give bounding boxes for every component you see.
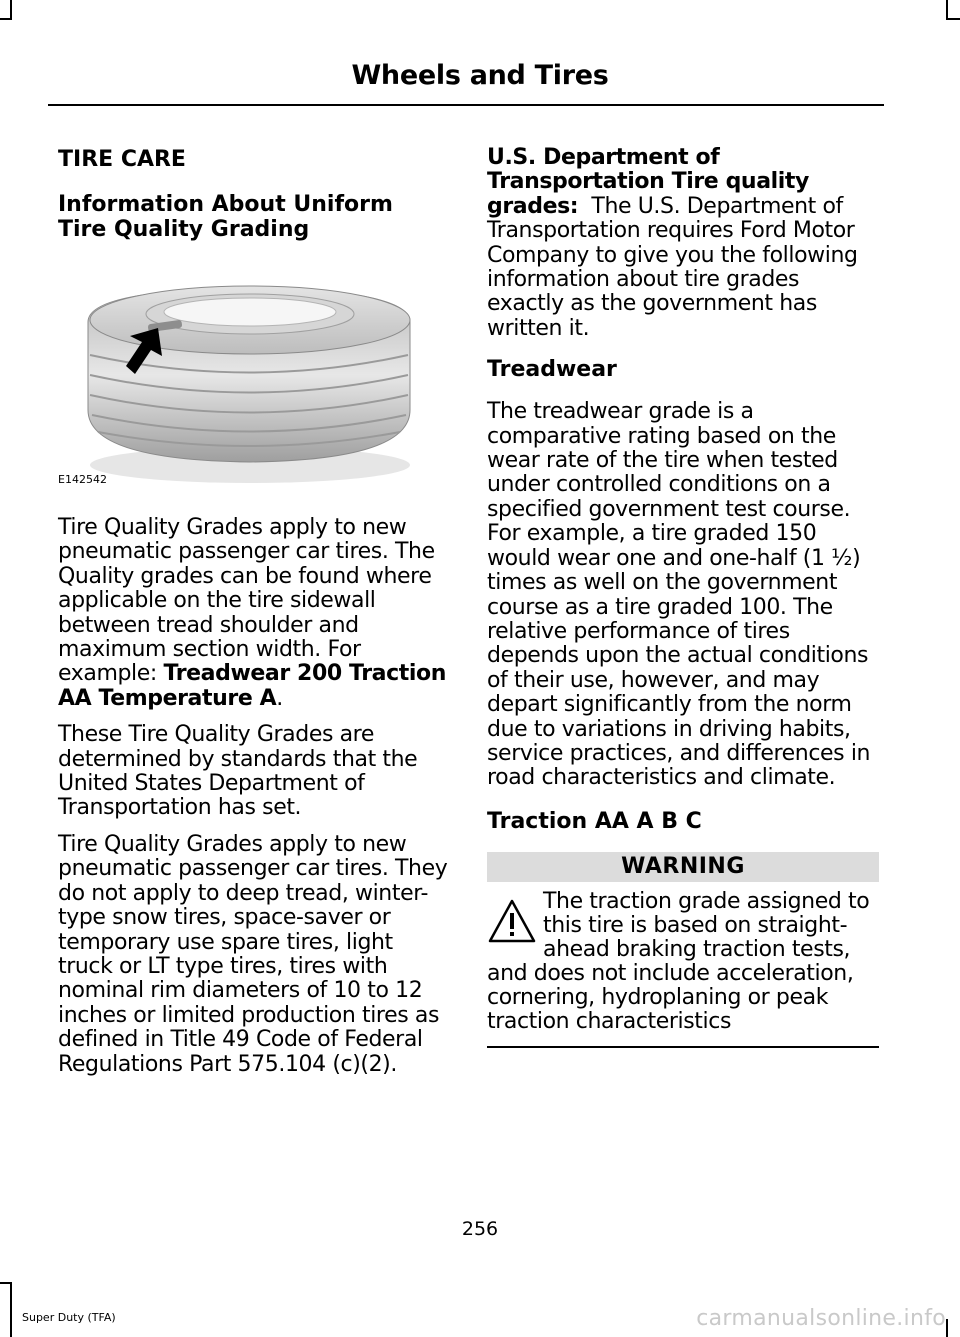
- dot-heading: U.S. Department of Transportation Tire quality grades:: [487, 145, 809, 219]
- paragraph-grades-intro-text: Tire Quality Grades apply to new pneumatic passenger car tires. The Quality grades can be found where applicable on the tire sidewall between tread shoulder and maximum section width. For example:: [58, 515, 435, 687]
- paragraph-standards: These Tire Quality Grades are determined by standards that the United States Department of Transportation has set.: [58, 722, 418, 821]
- warning-rule: [487, 1046, 879, 1048]
- page-header-title: Wheels and Tires: [351, 60, 609, 91]
- watermark: carmanualsonline.info: [696, 1306, 946, 1331]
- tire-illustration: [58, 260, 448, 500]
- header-rule: [48, 104, 884, 106]
- traction-heading: Traction AA A B C: [487, 808, 702, 834]
- paragraph-exclusions: Tire Quality Grades apply to new pneumatic passenger car tires. They do not apply to deep tread, winter-type snow tires, space-saver or temporary use spare tires, light truck or LT type tires, tires with nominal rim diameters of 10 to 12 inches or limited production tires as defined in Title 49 Code of Federal Regulations Part 575.104 (c)(2).: [58, 831, 448, 1077]
- crop-mark: [0, 1282, 12, 1284]
- section-title: TIRE CARE: [58, 147, 186, 172]
- paragraph-treadwear: The treadwear grade is a comparative rating based on the wear rate of the tire when tested under controlled conditions on a specified government test course. For example, a tire graded 150 would wear one and one-half (1 ½) times as well on the government course as a tire graded 100. The relative performance of tires depends upon the actual conditions of their use, however, and may depart significantly from the norm due to variations in driving habits, service practices, and differences in road characteristics and climate.: [487, 399, 871, 791]
- warning-label: WARNING: [487, 852, 879, 882]
- tire-image: [58, 260, 448, 500]
- crop-mark: [946, 0, 948, 18]
- crop-mark: [10, 1282, 12, 1337]
- paragraph-dot: [487, 146, 879, 341]
- subsection-title: Information About Uniform Tire Quality Grading: [58, 192, 393, 242]
- warning-text: The traction grade assigned to this tire is based on straight-ahead braking traction tests, and does not include acceleration, cornering, hydroplaning or peak traction characteristics: [487, 888, 870, 1034]
- paragraph-grades-intro-end: .: [276, 685, 283, 711]
- right-column: [487, 146, 879, 1048]
- treadwear-heading: Treadwear: [487, 357, 617, 383]
- paragraph-grades-intro: [58, 516, 448, 711]
- grade-example: Treadwear 200 Traction AA Temperature A: [58, 661, 446, 711]
- crop-mark: [10, 0, 12, 18]
- crop-mark: [946, 1319, 948, 1337]
- page-number: 256: [461, 1218, 499, 1240]
- warning-triangle-icon: [487, 898, 537, 944]
- footer-model: Super Duty (TFA): [22, 1311, 116, 1324]
- warning-box: [487, 890, 879, 1048]
- figure-code: E142542: [58, 473, 107, 486]
- dot-text: The U.S. Department of Transportation requires Ford Motor Company to give you the following information about tire grades exactly as the government has written it.: [487, 193, 858, 341]
- left-column: [58, 146, 448, 1089]
- crop-mark: [946, 18, 960, 20]
- crop-mark: [0, 18, 12, 20]
